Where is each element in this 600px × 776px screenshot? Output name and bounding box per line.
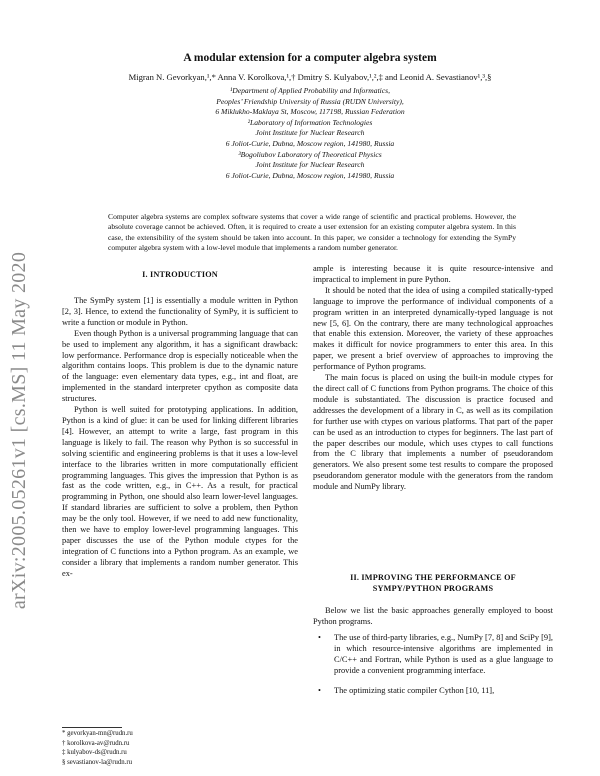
left-column <box>62 296 298 580</box>
affiliation-line: ¹Department of Applied Probability and Informatics, <box>229 86 391 95</box>
affiliations <box>90 86 530 181</box>
affiliation-line: ³Bogoliubov Laboratory of Theoretical Physics <box>238 149 382 159</box>
footnote-email: ‡ kulyabov-ds@rudn.ru <box>62 749 127 757</box>
author-list: Migran N. Gevorkyan,¹,* Anna V. Korolkova,¹,† Dmitry S. Kulyabov,¹,²,‡ and Leonid A. Sevastianov¹,³,§ <box>128 72 492 82</box>
affiliation-line: Joint Institute for Nuclear Research <box>255 160 365 170</box>
section-heading-introduction: I. INTRODUCTION <box>142 270 218 279</box>
section-heading-line: SYMPY/PYTHON PROGRAMS <box>372 584 494 593</box>
section2-intro <box>313 606 553 628</box>
paper-title: A modular extension for a computer algebra system <box>183 52 437 64</box>
list-item <box>313 686 553 697</box>
paragraph: The SymPy system [1] is essentially a module written in Python [2, 3]. Hence, to extend the functionality of SymPy, it is sufficient to write a function or module in Python. <box>62 296 298 327</box>
affiliation-line: 6 Joliot-Curie, Dubna, Moscow region, 141980, Russia <box>225 138 395 148</box>
paragraph: It should be noted that the idea of using a compiled statically-typed language to improve the performance of individual components of a program written in an interpreted dynamically-typed language is not new [5, 6]. On the contrary, there are many technological approaches that enable this extension. Moreover, the variety of these approaches makes it difficult for novice programmers to enter this area. In this paper, we present a brief overview of approaches to improving the performance of Python programs. <box>313 285 553 372</box>
footnote-email: † korolkova-av@rudn.ru <box>62 739 130 747</box>
section-heading-performance <box>313 572 553 594</box>
right-column <box>313 264 553 493</box>
list-item-text: The optimizing static compiler Cython [10, 11], <box>334 685 495 695</box>
footnote-divider <box>62 727 122 728</box>
paragraph: Even though Python is a universal programming language that can be used to implement any algorithm, it has a significant drawback: low performance. Performance drop is especially noticeable when the algorithm contains loops. This problem is due to the dynamic nature of the language: even elementary data types, e.g., int and float, are implemented in the standard interpreter cpython as composite data structures. <box>62 328 298 404</box>
affiliation-line: Joint Institute for Nuclear Research <box>255 128 365 138</box>
list-item-text: The use of third-party libraries, e.g., NumPy [7, 8] and SciPy [9], in which resource-intensive algorithms are implemented in C/C++ and Fortran, while Python is used as a glue language to provide a convenient programming interface. <box>334 633 553 675</box>
affiliation-line: ²Laboratory of Information Technologies <box>247 117 373 127</box>
arxiv-identifier: arXiv:2005.05261v1 [cs.MS] 11 May 2020 <box>8 251 31 609</box>
approach-list <box>313 633 553 706</box>
list-item <box>313 633 553 677</box>
bullet-icon: • <box>318 633 321 642</box>
paragraph: ample is interesting because it is quite resource-intensive and impractical to implement in pure Python. <box>313 264 553 284</box>
footnote-email: * gevorkyan-mn@rudn.ru <box>62 730 133 737</box>
paragraph: Python is well suited for prototyping applications. In addition, Python is a kind of glue: it can be used for linking different libraries [4]. However, an attempt to write a large, fast program in this language is likely to fail. The reason why Python is so successful in solving scientific and engineering problems is that it uses a low-level interface to the libraries written in more computationally efficient programming languages. This gives the impression that Python is as fast as the code written, e.g., in C++. As a result, for practical programming in Python, one should also learn lower-level languages. If standard libraries are sufficient to solve a problem, then Python may be the only tool. However, if we need to add new functionality, then we have to employ lower-level programming languages. This paper discusses the use of the Python module ctypes for the integration of C functions into a Python program. As an example, we consider a library that implements a random number generator. This ex- <box>62 405 298 578</box>
paragraph: The main focus is placed on using the built-in module ctypes for the direct call of C functions from Python programs. The choice of this module is substantiated. The discussion is practice focused and addresses the development of a library in C, as well as its compilation for further use with ctypes on various platforms. That part of the paper can be used as an introduction to ctypes for beginners. The last part of the paper describes our module, which uses ctypes to call functions from the C library that implements a number of pseudorandom generators. We also present some test results to compare the proposed pseudorandom generator module with the generators from the random module and NumPy library. <box>313 373 553 492</box>
affiliation-line: 6 Miklukho-Maklaya St, Moscow, 117198, Russian Federation <box>215 107 405 117</box>
affiliation-line: 6 Joliot-Curie, Dubna, Moscow region, 141980, Russia <box>225 170 395 180</box>
footnotes <box>62 729 133 767</box>
footnote-email: § sevastianov-la@rudn.ru <box>62 758 133 766</box>
section-heading-line: II. IMPROVING THE PERFORMANCE OF <box>350 573 516 582</box>
abstract: Computer algebra systems are complex software systems that cover a wide range of scientific and practical problems. However, the absolute coverage cannot be achieved. Often, it is required to create a user extension for an existing computer algebra system. In this case, the extensibility of the system should be taken into account. In this paper, we consider a technology for extending the SymPy computer algebra system with a low-level module that implements a random number generator. <box>108 212 516 252</box>
paragraph: Below we list the basic approaches generally employed to boost Python programs. <box>313 606 553 626</box>
bullet-icon: • <box>318 685 321 695</box>
arxiv-sidebar <box>0 150 40 710</box>
affiliation-line: Peoples’ Friendship University of Russia (RUDN University), <box>216 96 404 106</box>
